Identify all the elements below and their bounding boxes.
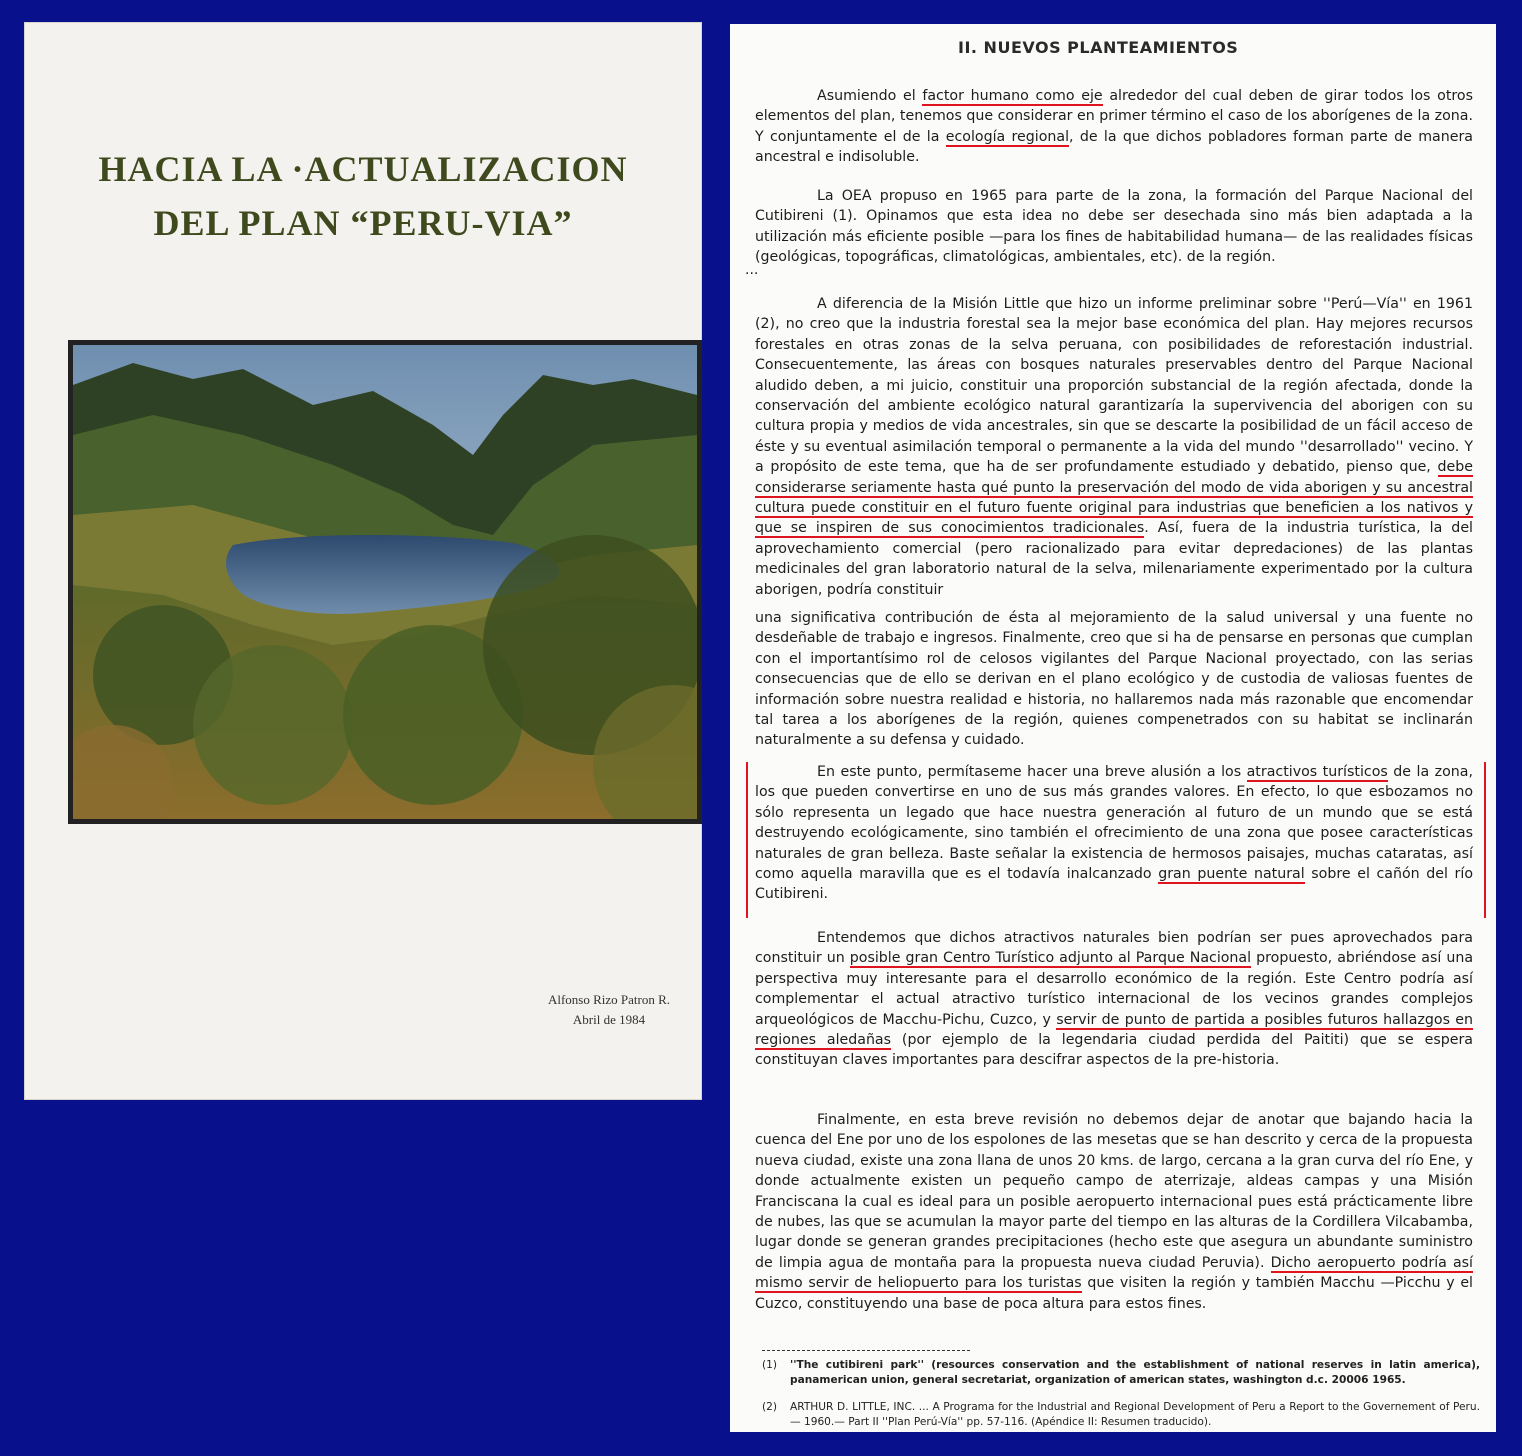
paragraph-text: Asumiendo el bbox=[817, 88, 923, 104]
ellipsis: ... bbox=[745, 262, 759, 278]
paragraph-4 bbox=[755, 608, 1473, 751]
highlighted-text: gran puente natural bbox=[1158, 866, 1305, 883]
highlighted-text: servir de punto de partida a posibles futuros hallazgos en regiones aledañas bbox=[755, 1011, 1473, 1049]
paragraph-1 bbox=[755, 86, 1473, 168]
footnote-1 bbox=[762, 1358, 1480, 1388]
cover-title bbox=[24, 142, 702, 250]
paragraph-text: , de la que dichos pobladores forman parte de manera ancestral e indisoluble. bbox=[755, 128, 1473, 166]
cover-landscape-photo bbox=[73, 345, 697, 819]
paragraph-7 bbox=[755, 1110, 1473, 1314]
footnote-divider bbox=[762, 1350, 970, 1351]
cover-author-block bbox=[524, 990, 694, 1030]
paragraph-text: de la zona, los que pueden convertirse en uno de sus más grandes valores. En efecto, lo que esbozamos no sólo representa un legado que hace nuestra generación al futuro de un mundo que se está destruyendo ecológicamente, sino también el ofrecimiento de una zona que posee características naturales de gran belleza. Baste señalar la existencia de hermosos paisajes, muchas cataratas, así como aquella maravilla que es el todavía inalcanzado bbox=[755, 764, 1473, 883]
footnote-1-number: (1) bbox=[762, 1359, 778, 1371]
highlighted-text: factor humano como eje bbox=[922, 88, 1103, 104]
cover-title-line-2: DEL PLAN “PERU-VIA” bbox=[153, 203, 573, 243]
section-title: II. NUEVOS PLANTEAMIENTOS bbox=[958, 38, 1239, 57]
paragraph-6 bbox=[755, 928, 1473, 1071]
highlighted-text: Dicho aeropuerto podría así mismo servir de heliopuerto para los turistas bbox=[755, 1254, 1473, 1292]
cover-title-line-1: HACIA LA ·ACTUALIZACION bbox=[98, 149, 628, 189]
footnote-2-number: (2) bbox=[762, 1401, 778, 1413]
paragraph-5 bbox=[755, 762, 1473, 905]
highlighted-text: atractivos turísticos bbox=[1246, 764, 1388, 780]
paragraph-3 bbox=[755, 294, 1473, 600]
paragraph-text: (por ejemplo de la legendaria ciudad perdida del Paititi) que se espera constituyan claves importantes para descifrar aspectos de la pre-historia. bbox=[755, 1032, 1473, 1069]
paragraph-text: A diferencia de la Misión Little que hizo un informe preliminar sobre ''Perú—Vía'' en 1961 (2), no creo que la industria forestal sea la mejor base económica del plan. Hay mejores recursos forestales en otras zonas de la selva peruana, con posibilidades de reforestación industrial. Consecuentemente, las áreas con bosques naturales preservables dentro del Parque Nacional aludido deben, a mi juicio, constituir una proporción substancial de la región afectada, donde la conservación del ambiente ecológico natural garantizaría la supervivencia del aborigen con su cultura propia y medios de vida ancestrales, sin que se descarte la posibilidad de un fácil acceso de éste y su eventual asimilación temporal o permanente a la vida del mundo ''desarrollado'' vecino. Y a propósito de este tema, que ha de ser profundamente estudiado y debatido, pienso que, bbox=[755, 296, 1473, 476]
footnote-2-text: ARTHUR D. LITTLE, INC. ... A Programa for the Industrial and Regional Development of Peru a Report to the Governement of Peru.— 1960.— Part II ''Plan Perú-Vía'' pp. 57-116. (Apéndice II: Resumen traducido). bbox=[790, 1401, 1480, 1428]
paragraph-text: que visiten la región y también Macchu —Picchu y el Cuzco, constituyendo una base de poca altura para estos fines. bbox=[755, 1275, 1473, 1312]
paragraph-text: Entendemos que dichos atractivos naturales bien podrían ser pues aprovechados para constituir un bbox=[755, 930, 1473, 967]
highlighted-text: ecología regional bbox=[945, 128, 1070, 145]
document-page bbox=[730, 24, 1496, 1432]
cover-date: Abril de 1984 bbox=[572, 1012, 646, 1027]
paragraph-text: La OEA propuso en 1965 para parte de la zona, la formación del Parque Nacional del Cutibireni (1). Opinamos que esta idea no debe ser desechada sino más bien adaptada a la utilización más eficiente posible —para los fines de habitabilidad humana— de las realidades físicas (geológicas, topográficas, climatológicas, ambientales, etc). de la región. bbox=[755, 188, 1473, 266]
cover-photo-frame bbox=[68, 340, 702, 824]
paragraph-text: . Así, fuera de la industria turística, la del aprovechamiento comercial (pero racionalizado para evitar depredaciones) de las plantas medicinales del gran laboratorio natural de la selva, milenariamente experimentado por la cultura aborigen, podría constituir bbox=[755, 520, 1473, 598]
footnote-2 bbox=[762, 1400, 1480, 1430]
book-cover bbox=[24, 22, 702, 1100]
paragraph-text: propuesto, abriéndose así una perspectiva muy interesante para el desarrollo económico de la región. Este Centro podría así complementar el actual atractivo turístico internacional de los vecinos grandes complejos arqueológicos de Macchu-Pichu, Cuzco, y bbox=[755, 950, 1474, 1028]
highlighted-text: posible gran Centro Turístico adjunto al Parque Nacional bbox=[849, 950, 1252, 967]
paragraph-text: una significativa contribución de ésta al mejoramiento de la salud universal y una fuente no desdeñable de trabajo e ingresos. Finalmente, creo que si ha de pensarse en personas que cumplan con el importantísimo rol de celosos vigilantes del Parque Nacional proyectado, con las serias consecuencias que de ello se derivan en el plano ecológico y de custodia de valiosas fuentes de información sobre nuestra realidad e historia, no hallaremos nada más razonable que encomendar tal tarea a los aborígenes de la región, quienes compenetrados con su habitat se inclinarán naturalmente a su defensa y cuidado. bbox=[755, 610, 1473, 749]
paragraph-text: En este punto, permítaseme hacer una breve alusión a los bbox=[817, 764, 1247, 780]
highlighted-text: debe considerarse seriamente hasta qué punto la preservación del modo de vida aborigen y su ancestral cultura puede constituir en el futuro fuente original para industrias que beneficien a los nativos y que se inspiren de sus conocimientos tradicionales bbox=[755, 459, 1473, 537]
paragraph-text: sobre el cañón del río Cutibireni. bbox=[755, 866, 1474, 903]
cover-author: Alfonso Rizo Patron R. bbox=[547, 992, 671, 1007]
paragraph-text: Finalmente, en esta breve revisión no debemos dejar de anotar que bajando hacia la cuenca del Ene por uno de los espolones de las mesetas que se han descrito y cerca de la propuesta nueva ciudad, existe una zona llana de unos 20 kms. de largo, cercana a la gran curva del río Ene, y donde actualmente existen un pequeño campo de aterrizaje, aldeas campas y una Misión Franciscana la cual es ideal para un posible aeropuerto internacional pues está prácticamente libre de nubes, las que se acumulan la mayor parte del tiempo en las alturas de la Cordillera Vilcabamba, lugar donde se generan grandes precipitaciones (hecho este que asegura un abundante suministro de limpia agua de montaña para la propuesta nueva ciudad Peruvia). bbox=[755, 1112, 1473, 1271]
footnote-1-text: ''The cutibireni park'' (resources conservation and the establishment of national reserves in latin america), panamerican union, general secretariat, organization of american states, washington d.c. 20006 1965. bbox=[790, 1359, 1480, 1386]
paragraph-text: alrededor del cual deben de girar todos los otros elementos del plan, tenemos que considerar en primer término el caso de los aborígenes de la zona. Y conjuntamente el de la bbox=[755, 88, 1473, 145]
paragraph-2 bbox=[755, 186, 1473, 268]
